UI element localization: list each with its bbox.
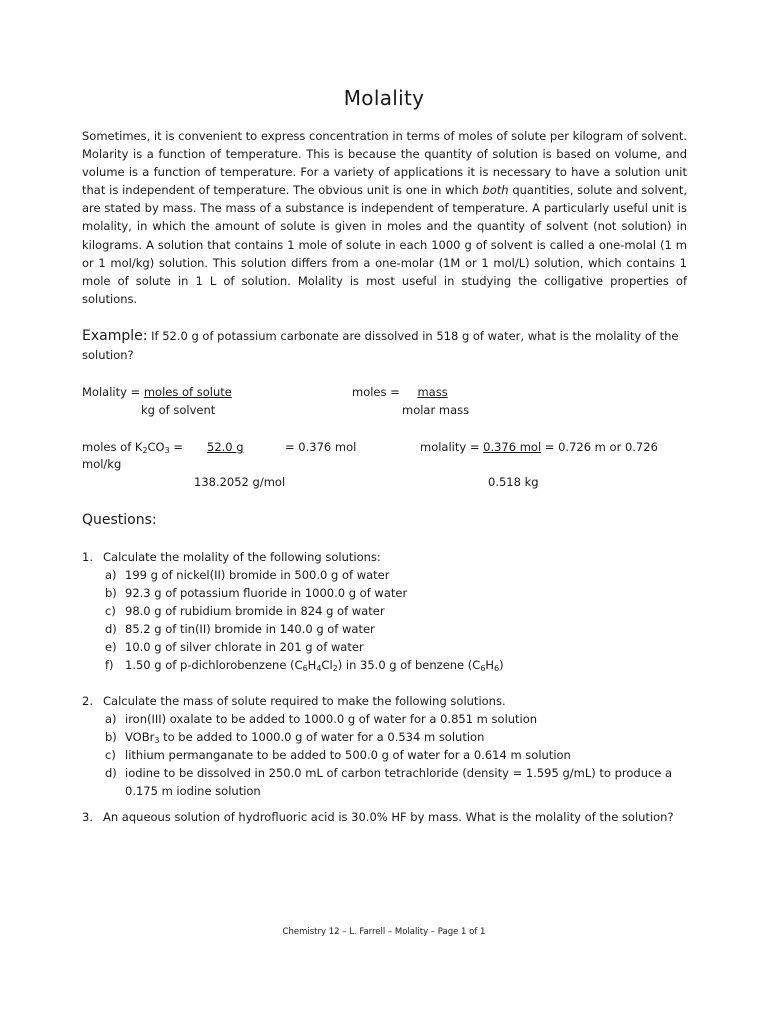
question-1-text: Calculate the molality of the following solutions: — [103, 550, 381, 564]
moles-formula-lhs: moles = — [352, 385, 404, 399]
molality-formula-lhs: Molality = — [82, 385, 144, 399]
question-2-items — [103, 710, 687, 800]
molality-calc-denominator: 0.518 kg — [488, 475, 539, 489]
question-1-number: 1. — [82, 550, 93, 564]
question-3 — [82, 808, 687, 826]
example-label: Example: — [82, 328, 148, 344]
moles-calc-denominator: 138.2052 g/mol — [194, 475, 286, 489]
molality-calc-result: = 0.726 m or 0.726 — [541, 440, 658, 454]
question-2 — [82, 692, 687, 800]
molality-calc-lhs: molality = — [420, 440, 484, 454]
moles-calc-lhs: moles of $K_2CO_3$ = — [82, 440, 184, 455]
example-statement — [82, 327, 687, 365]
list-item: c) 98.0 g of rubidium bromide in 824 g of water — [105, 604, 385, 618]
molality-formula-denominator: kg of solvent — [141, 403, 216, 417]
list-item: b) VOBr$_3$ to be added to 1000.0 g of water for a 0.534 m solution — [105, 730, 485, 745]
molality-formula — [82, 384, 232, 400]
question-3-text: An aqueous solution of hydrofluoric acid is 30.0% HF by mass. What is the molality of the solution? — [103, 810, 674, 824]
question-2-number: 2. — [82, 694, 93, 708]
intro-text-end: quantities, solute and solvent, are stated by mass. The mass of a substance is independent of temperature. A particularly useful unit is molality, in which the amount of solute is given in moles and the quantity of solvent (not solution) in kilograms. A solution that contains 1 mole of solute in each 1000 g of solvent is called a one-molal (1 m or 1 mol/kg) solution. This solution differs from a one-molar (1M or 1 mol/L) solution, which contains 1 mole of solute in 1 L of solution. Molality is most useful in studying the colligative properties of solutions. — [82, 183, 687, 306]
list-item: d) iodine to be dissolved in 250.0 mL of carbon tetrachloride (density = 1.595 g/mL) to produce a 0.175 m iodine solution — [105, 766, 673, 798]
intro-text-start: Sometimes, it is convenient to express concentration in terms of moles of solute per kilogram of solvent. Molarity is a function of temperature. This is because the quantity of solution is based on volume, and volume is a function of temperature. For a variety of applications it is necessary to have a solution unit that is independent of temperature. The obvious unit is one in which — [82, 129, 687, 198]
list-item: d) 85.2 g of tin(II) bromide in 140.0 g of water — [105, 622, 375, 636]
list-item: b) 92.3 g of potassium fluoride in 1000.0 g of water — [105, 586, 408, 600]
molality-calc-numerator: 0.376 mol — [483, 440, 542, 454]
page-footer: Chemistry 12 – L. Farrell – Molality – Page 1 of 1 — [282, 927, 486, 937]
list-item: a) 199 g of nickel(II) bromide in 500.0 g of water — [105, 568, 390, 582]
molality-formula-numerator: moles of solute — [143, 385, 232, 399]
questions-heading: Questions: — [82, 512, 157, 528]
list-item: c) lithium permanganate to be added to 500.0 g of water for a 0.614 m solution — [105, 748, 571, 762]
intro-paragraph — [82, 127, 687, 308]
moles-formula-numerator: mass — [417, 385, 448, 399]
intro-italic-word: both — [482, 183, 509, 198]
page-title: Molality — [343, 86, 425, 110]
question-1 — [82, 548, 687, 674]
moles-formula-denominator: molar mass — [402, 403, 470, 417]
list-item: e) 10.0 g of silver chlorate in 201 g of water — [105, 640, 364, 654]
example-question: If 52.0 g of potassium carbonate are dissolved in 518 g of water, what is the molality of the solution? — [82, 329, 679, 362]
question-3-number: 3. — [82, 810, 93, 824]
list-item: a) iron(III) oxalate to be added to 1000.0 g of water for a 0.851 m solution — [105, 712, 538, 726]
question-1-items — [103, 566, 687, 674]
molality-calc-wrap: mol/kg — [82, 457, 122, 471]
list-item: f) 1.50 g of p-dichlorobenzene $(C_6H_4Cl_2)$ in 35.0 g of benzene $(C_6H_6)$ — [105, 658, 504, 673]
moles-calc-numerator: 52.0 g — [207, 440, 244, 454]
moles-calc-result: = 0.376 mol — [285, 440, 357, 454]
moles-formula — [352, 384, 448, 400]
question-2-text: Calculate the mass of solute required to make the following solutions. — [103, 694, 506, 708]
molality-calc — [420, 439, 658, 455]
